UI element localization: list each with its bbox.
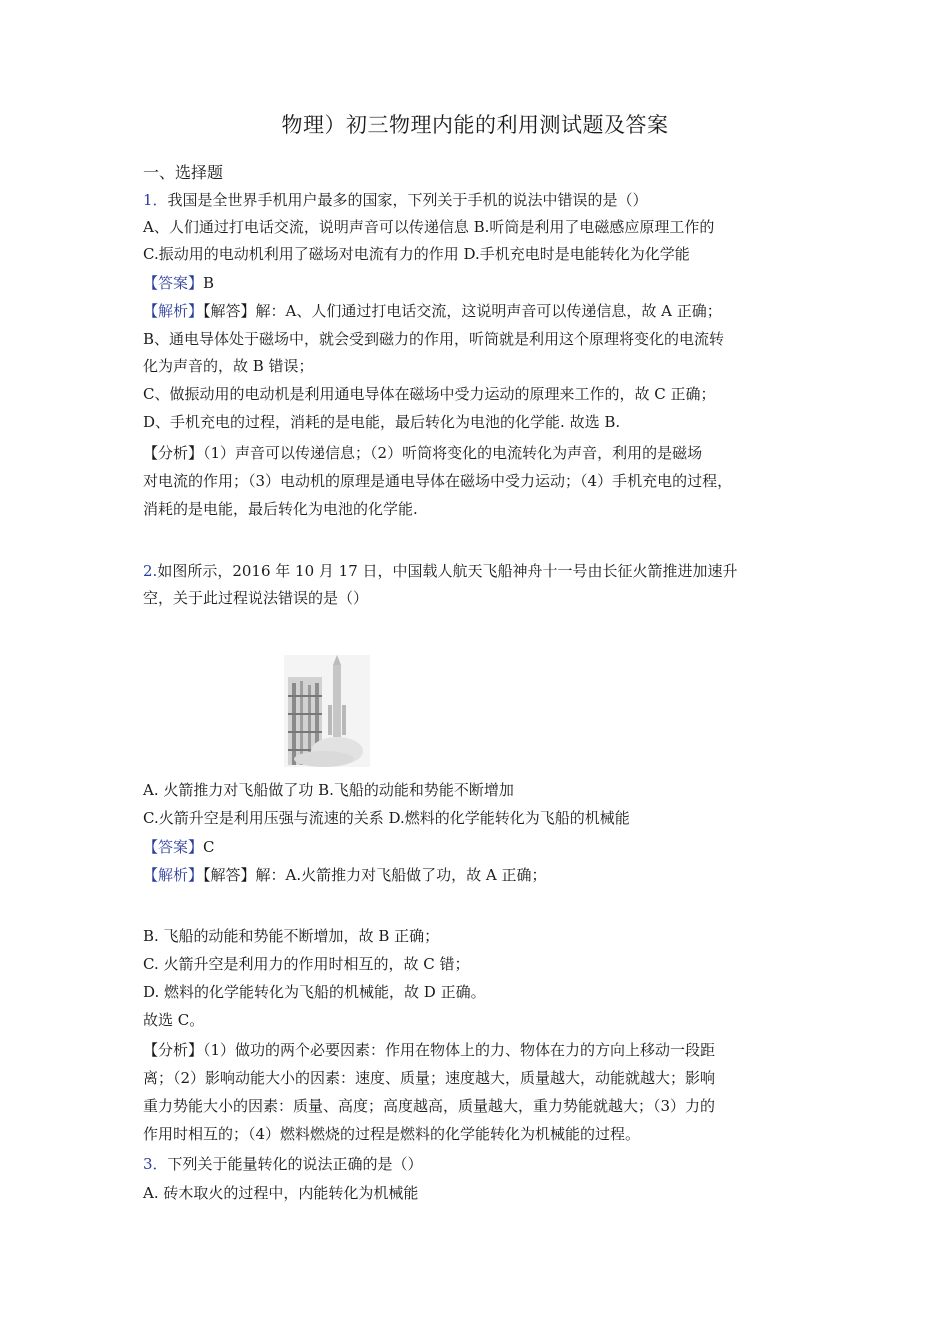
rocket-launch-image [284,655,370,767]
q1-stem-text: 我国是全世界手机用户最多的国家，下列关于手机的说法中错误的是（） [167,191,648,209]
q1-options-cd: C.振动用的电动机利用了磁场对电流有力的作用 D.手机充电时是电能转化为化学能 [143,245,690,263]
q1-answer-value: B [203,274,215,292]
answer-tag: 【答案】 [143,838,204,856]
q1-number: 1． [143,191,168,209]
q1-summary-1: 【分析】（1）声音可以传递信息；（2）听筒将变化的电流转化为声音，利用的是磁场 [143,444,703,462]
q2-analysis-5: 故选 C。 [143,1011,205,1029]
q2-summary-3: 重力势能大小的因素：质量、高度；高度越高，质量越大，重力势能就越大；（3）力的 [143,1097,716,1115]
q2-options-cd: C.火箭升空是利用压强与流速的关系 D.燃料的化学能转化为飞船的机械能 [143,809,630,827]
q1-summary-2: 对电流的作用；（3）电动机的原理是通电导体在磁场中受力运动；（4）手机充电的过程， [143,472,733,490]
q3-stem [143,1154,423,1174]
q3-option-a: A. 砖木取火的过程中，内能转化为机械能 [143,1184,419,1202]
q2-answer [143,837,215,857]
q1-analysis-1 [143,301,722,321]
analysis-tag: 【解析】 [143,302,204,320]
q1-stem [143,190,648,210]
q2-number: 2. [143,562,158,580]
q2-analysis-3: C. 火箭升空是利用力的作用时相互的，故 C 错； [143,955,470,973]
q2-analysis-4: D. 燃料的化学能转化为飞船的机械能，故 D 正确。 [143,983,486,1001]
q1-answer [143,273,214,293]
answer-tag: 【答案】 [143,274,204,292]
q2-summary-4: 作用时相互的；（4）燃料燃烧的过程是燃料的化学能转化为机械能的过程。 [143,1125,641,1143]
q3-stem-text: 下列关于能量转化的说法正确的是（） [167,1155,423,1173]
q2-analysis-1 [143,865,547,885]
q1-options-ab: A、人们通过打电话交流，说明声音可以传递信息 B.听筒是利用了电磁感应原理工作的 [143,218,715,236]
q2-summary-2: 离；（2）影响动能大小的因素：速度、质量；速度越大，质量越大，动能就越大；影响 [143,1069,716,1087]
q2-analysis-2: B. 飞船的动能和势能不断增加，故 B 正确； [143,927,440,945]
q1-analysis-2: B、通电导体处于磁场中，就会受到磁力的作用，听筒就是利用这个原理将变化的电流转 [143,330,725,348]
q2-stem-text-1: 如图所示，2016 年 10 月 17 日，中国载人航天飞船神舟十一号由长征火箭推进加速升 [157,562,738,580]
q2-stem-2: 空，关于此过程说法错误的是（） [143,589,369,607]
q1-analysis-4: C、做振动用的电动机是利用通电导体在磁场中受力运动的原理来工作的，故 C 正确； [143,385,716,403]
q1-summary-3: 消耗的是电能，最后转化为电池的化学能. [143,500,418,518]
q2-analysis-text-1: 【解答】解：A.火箭推力对飞船做了功，故 A 正确； [203,866,547,884]
page-title: 物理）初三物理内能的利用测试题及答案 [281,113,669,137]
q1-analysis-text-1: 【解答】解：A、人们通过打电话交流，这说明声音可以传递信息，故 A 正确； [203,302,722,320]
section-heading: 一、选择题 [143,163,224,182]
q3-number: 3． [143,1155,168,1173]
q2-options-ab: A. 火箭推力对飞船做了功 B.飞船的动能和势能不断增加 [143,781,514,799]
analysis-tag: 【解析】 [143,866,204,884]
q2-stem-1 [143,561,738,581]
q1-analysis-3: 化为声音的，故 B 错误； [143,357,314,375]
q2-answer-value: C [203,838,215,856]
q2-summary-1: 【分析】（1）做功的两个必要因素：作用在物体上的力、物体在力的方向上移动一段距 [143,1041,716,1059]
q1-analysis-5: D、手机充电的过程，消耗的是电能，最后转化为电池的化学能. 故选 B. [143,413,621,431]
